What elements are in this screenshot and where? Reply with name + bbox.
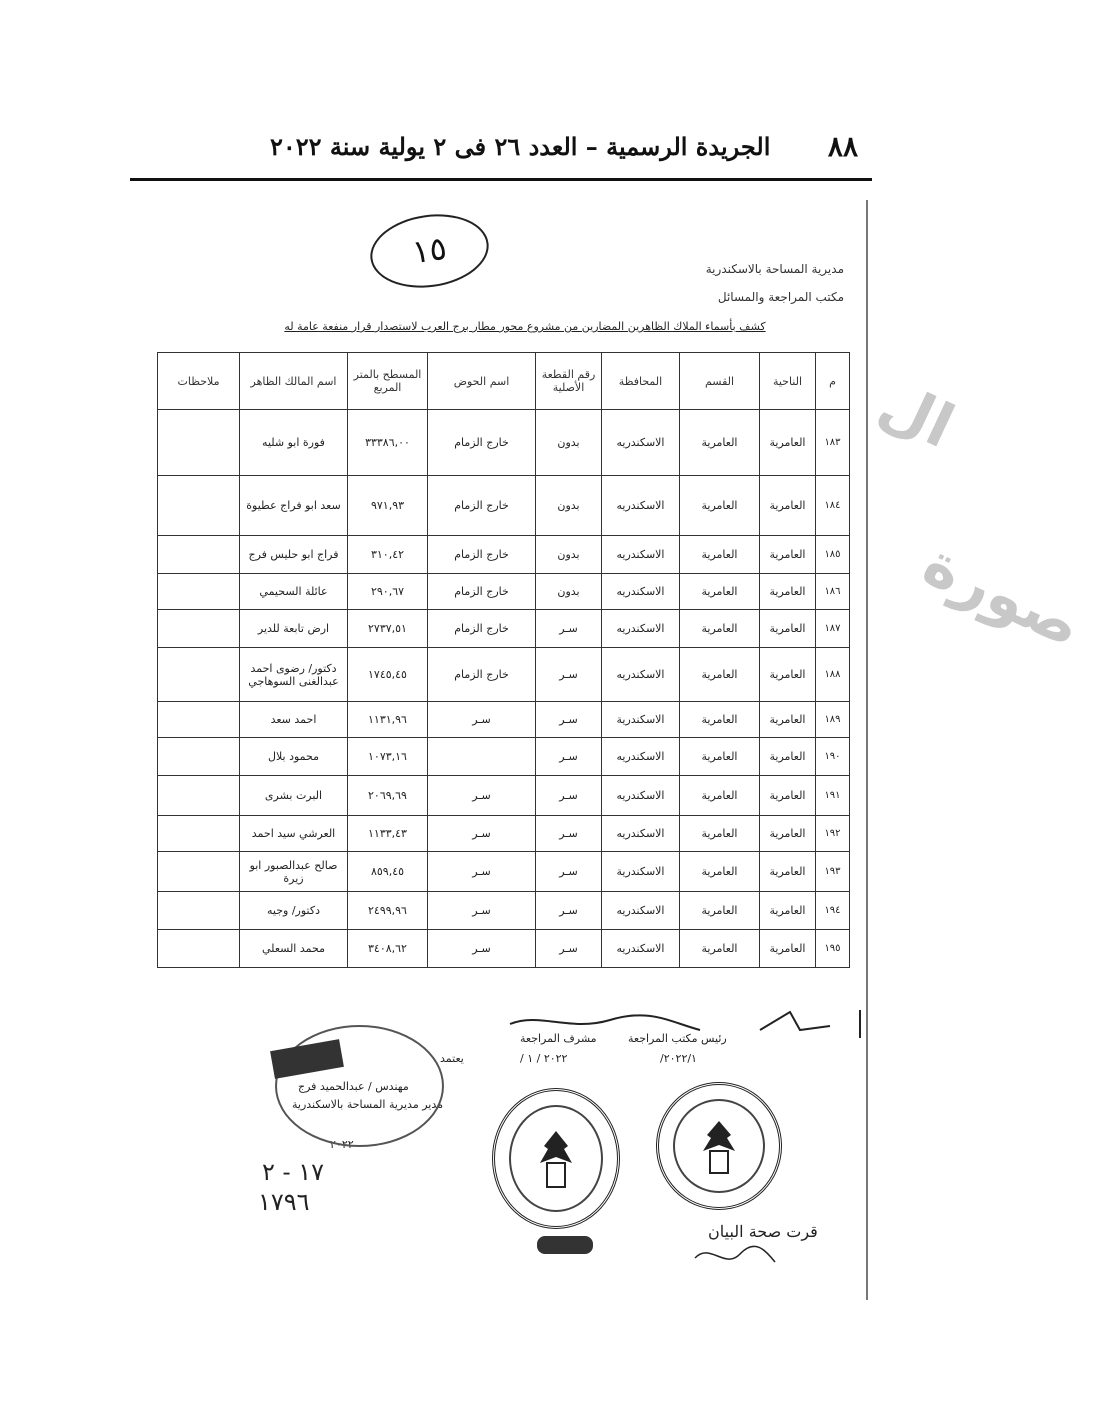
row-governorate: الاسكندريه: [602, 930, 680, 968]
row-governorate: الاسكندرية: [602, 702, 680, 738]
row-notes: [158, 776, 240, 816]
row-direction: العامرية: [760, 816, 816, 852]
row-owner: العرشي سيد احمد: [240, 816, 348, 852]
watermark: صورة: [912, 528, 1093, 662]
row-department: العامرية: [680, 852, 760, 892]
row-direction: العامرية: [760, 892, 816, 930]
row-governorate: الاسكندرية: [602, 852, 680, 892]
row-basin: خارج الزمام: [428, 610, 536, 648]
page-number: ٨٨: [827, 130, 858, 163]
row-governorate: الاسكندريه: [602, 410, 680, 476]
row-governorate: الاسكندريه: [602, 738, 680, 776]
director-title: مدير مديرية المساحة بالاسكندرية: [292, 1098, 444, 1111]
row-area: ١٠٧٣,١٦: [348, 738, 428, 776]
row-plot: سـر: [536, 738, 602, 776]
office-stamp-icon: [275, 1025, 444, 1147]
signature-icon: [500, 1002, 880, 1052]
row-notes: [158, 852, 240, 892]
row-notes: [158, 816, 240, 852]
column-header: اسم الحوض: [428, 353, 536, 410]
row-owner: البرت بشرى: [240, 776, 348, 816]
column-header: الناحية: [760, 353, 816, 410]
row-area: ٣٣٣٨٦,٠٠: [348, 410, 428, 476]
row-number: ١٨٨: [816, 648, 850, 702]
row-plot: بدون: [536, 574, 602, 610]
row-direction: العامرية: [760, 574, 816, 610]
row-basin: سـر: [428, 702, 536, 738]
row-owner: صالح عبدالصبور ابو زيرة: [240, 852, 348, 892]
handwritten-note: ١٧ - ٢: [262, 1158, 325, 1186]
row-notes: [158, 410, 240, 476]
row-governorate: الاسكندريه: [602, 610, 680, 648]
row-notes: [158, 930, 240, 968]
supervisor-date: ٢٠٢٢ / ١ /: [520, 1052, 568, 1065]
owners-table: [157, 352, 850, 968]
column-header: القسم: [680, 353, 760, 410]
row-notes: [158, 738, 240, 776]
row-notes: [158, 648, 240, 702]
row-direction: العامرية: [760, 610, 816, 648]
row-number: ١٨٩: [816, 702, 850, 738]
row-owner: دكتور/ وجيه: [240, 892, 348, 930]
row-area: ٣١٠,٤٢: [348, 536, 428, 574]
table-row: [158, 610, 850, 648]
row-direction: العامرية: [760, 930, 816, 968]
row-owner: محمود بلال: [240, 738, 348, 776]
supervisor-label: مشرف المراجعة: [520, 1032, 597, 1045]
table-row: [158, 476, 850, 536]
table-row: [158, 776, 850, 816]
row-area: ١١٣٣,٤٣: [348, 816, 428, 852]
row-number: ١٩٥: [816, 930, 850, 968]
row-plot: سـر: [536, 610, 602, 648]
table-row: [158, 852, 850, 892]
handwritten-note: قرت صحة البيان: [708, 1222, 818, 1241]
handwritten-number-oval: [366, 207, 494, 295]
row-plot: بدون: [536, 536, 602, 574]
row-basin: سـر: [428, 816, 536, 852]
row-plot: سـر: [536, 776, 602, 816]
row-department: العامرية: [680, 816, 760, 852]
column-header: رقم القطعة الأصلية: [536, 353, 602, 410]
row-notes: [158, 610, 240, 648]
row-direction: العامرية: [760, 702, 816, 738]
watermark: ال: [868, 367, 965, 463]
row-governorate: الاسكندريه: [602, 776, 680, 816]
document-subject: كشف بأسماء الملاك الظاهرين المضارين من مشروع محور مطار برج العرب لاستصدار قرار منفعة عامة له: [284, 320, 766, 333]
row-notes: [158, 574, 240, 610]
row-basin: خارج الزمام: [428, 536, 536, 574]
row-notes: [158, 702, 240, 738]
gazette-header: [130, 130, 872, 178]
row-number: ١٨٦: [816, 574, 850, 610]
row-plot: سـر: [536, 892, 602, 930]
row-direction: العامرية: [760, 536, 816, 574]
row-department: العامرية: [680, 648, 760, 702]
table-row: [158, 574, 850, 610]
row-department: العامرية: [680, 930, 760, 968]
row-governorate: الاسكندريه: [602, 892, 680, 930]
row-governorate: الاسكندريه: [602, 536, 680, 574]
row-department: العامرية: [680, 892, 760, 930]
row-owner: فورة ابو شليه: [240, 410, 348, 476]
row-basin: خارج الزمام: [428, 410, 536, 476]
row-basin: خارج الزمام: [428, 476, 536, 536]
row-plot: سـر: [536, 702, 602, 738]
row-notes: [158, 892, 240, 930]
row-number: ١٩٣: [816, 852, 850, 892]
row-direction: العامرية: [760, 738, 816, 776]
row-area: ١٧٤٥,٤٥: [348, 648, 428, 702]
row-department: العامرية: [680, 776, 760, 816]
row-number: ١٩٠: [816, 738, 850, 776]
row-plot: سـر: [536, 816, 602, 852]
row-notes: [158, 536, 240, 574]
row-governorate: الاسكندريه: [602, 476, 680, 536]
row-direction: العامرية: [760, 476, 816, 536]
row-area: ٢٩٠,٦٧: [348, 574, 428, 610]
handwritten-note: ١٧٩٦: [258, 1188, 310, 1216]
row-notes: [158, 476, 240, 536]
row-owner: سعد ابو فراج عطيوة: [240, 476, 348, 536]
row-owner: محمد السعلي: [240, 930, 348, 968]
reviewer-label: رئيس مكتب المراجعة: [628, 1032, 727, 1045]
row-area: ١١٣١,٩٦: [348, 702, 428, 738]
row-basin: سـر: [428, 776, 536, 816]
column-header: م: [816, 353, 850, 410]
header-rule: [130, 178, 872, 181]
scan-edge: [866, 200, 868, 1300]
office-subname: مكتب المراجعة والمسائل: [717, 290, 844, 304]
row-plot: سـر: [536, 648, 602, 702]
table-header-row: [158, 353, 850, 410]
row-owner: فراج ابو حليس فرج: [240, 536, 348, 574]
handwritten-number: ١٥: [409, 228, 450, 272]
row-area: ٢٤٩٩,٩٦: [348, 892, 428, 930]
row-department: العامرية: [680, 702, 760, 738]
table-row: [158, 702, 850, 738]
row-department: العامرية: [680, 410, 760, 476]
row-plot: بدون: [536, 410, 602, 476]
row-department: العامرية: [680, 738, 760, 776]
director-name: مهندس / عبدالحميد فرج: [298, 1080, 409, 1093]
row-basin: [428, 738, 536, 776]
column-header: اسم المالك الظاهر: [240, 353, 348, 410]
table-row: [158, 410, 850, 476]
row-department: العامرية: [680, 610, 760, 648]
row-basin: سـر: [428, 930, 536, 968]
eagle-seal-icon: [656, 1082, 782, 1210]
column-header: المحافظة: [602, 353, 680, 410]
seal-tag-icon: [537, 1236, 593, 1254]
table-row: [158, 738, 850, 776]
row-basin: سـر: [428, 892, 536, 930]
row-direction: العامرية: [760, 852, 816, 892]
row-owner: احمد سعد: [240, 702, 348, 738]
office-name: مديرية المساحة بالاسكندرية: [705, 262, 844, 276]
row-governorate: الاسكندريه: [602, 574, 680, 610]
row-owner: دكتور/ رضوى احمد عبدالغنى السوهاجي: [240, 648, 348, 702]
eagle-seal-icon: [492, 1088, 620, 1229]
row-direction: العامرية: [760, 410, 816, 476]
row-plot: بدون: [536, 476, 602, 536]
row-number: ١٩١: [816, 776, 850, 816]
table-row: [158, 536, 850, 574]
row-number: ١٩٤: [816, 892, 850, 930]
row-governorate: الاسكندريه: [602, 648, 680, 702]
reviewer-date: ٢٠٢٢/١/: [660, 1052, 697, 1065]
row-area: ٢٠٦٩,٦٩: [348, 776, 428, 816]
row-basin: خارج الزمام: [428, 574, 536, 610]
column-header: المسطح بالمتر المربع: [348, 353, 428, 410]
row-owner: ارض تابعة للدير: [240, 610, 348, 648]
row-number: ١٨٤: [816, 476, 850, 536]
row-area: ٨٥٩,٤٥: [348, 852, 428, 892]
row-area: ٣٤٠٨,٦٢: [348, 930, 428, 968]
row-plot: سـر: [536, 852, 602, 892]
row-basin: سـر: [428, 852, 536, 892]
row-direction: العامرية: [760, 776, 816, 816]
director-date: ٢٠٢٢: [330, 1138, 354, 1151]
table-row: [158, 930, 850, 968]
row-owner: عائلة السحيمي: [240, 574, 348, 610]
row-basin: خارج الزمام: [428, 648, 536, 702]
approval-label: يعتمد: [440, 1052, 464, 1065]
row-number: ١٨٥: [816, 536, 850, 574]
row-plot: سـر: [536, 930, 602, 968]
row-number: ١٩٢: [816, 816, 850, 852]
signature-icon: [690, 1240, 780, 1270]
row-department: العامرية: [680, 536, 760, 574]
row-area: ٩٧١,٩٣: [348, 476, 428, 536]
gazette-title: الجريدة الرسمية – العدد ٢٦ فى ٢ يولية سنة ٢٠٢٢: [270, 132, 771, 161]
table-row: [158, 892, 850, 930]
row-direction: العامرية: [760, 648, 816, 702]
table-row: [158, 648, 850, 702]
row-department: العامرية: [680, 574, 760, 610]
row-governorate: الاسكندريه: [602, 816, 680, 852]
row-department: العامرية: [680, 476, 760, 536]
row-area: ٢٧٣٧,٥١: [348, 610, 428, 648]
row-number: ١٨٧: [816, 610, 850, 648]
table-row: [158, 816, 850, 852]
row-number: ١٨٣: [816, 410, 850, 476]
column-header: ملاحظات: [158, 353, 240, 410]
